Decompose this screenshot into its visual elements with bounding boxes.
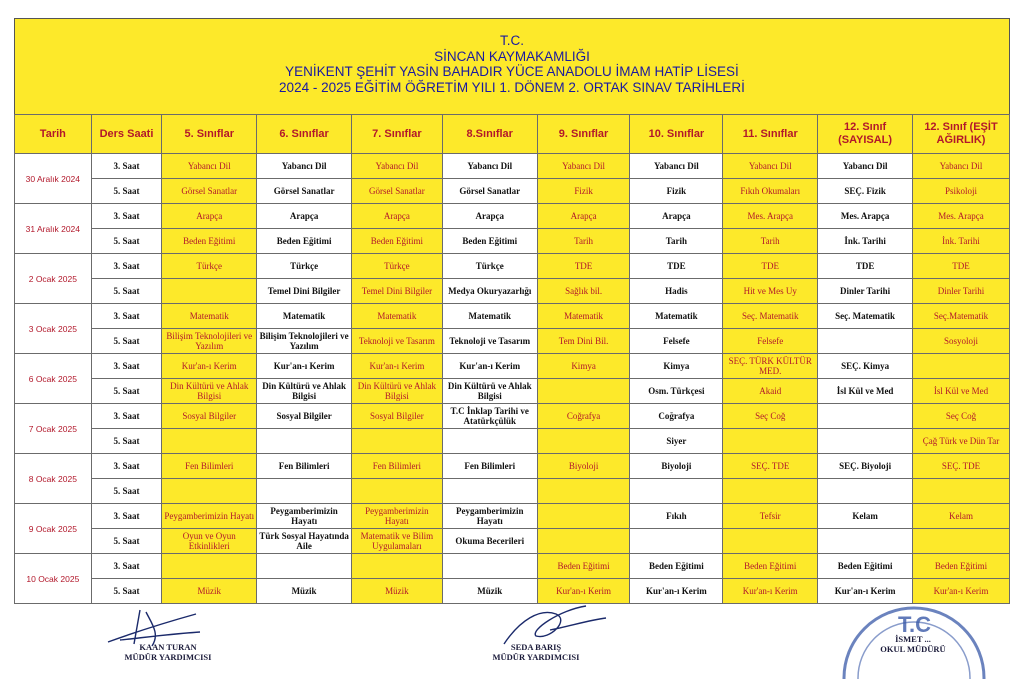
exam-subject-cell: Yabancı Dil (352, 154, 443, 179)
signature-block-2 (476, 642, 596, 662)
signature-title-1: MÜDÜR YARDIMCISI (124, 652, 212, 662)
exam-subject-cell: Beden Eğitimi (352, 229, 443, 254)
table-row (15, 329, 1010, 354)
exam-subject-cell: SEÇ. Biyoloji (818, 454, 913, 479)
exam-subject-cell: Tem Dini Bil. (537, 329, 630, 354)
exam-subject-cell: Osm. Türkçesi (630, 379, 723, 404)
exam-subject-cell (913, 529, 1010, 554)
exam-subject-cell: Psikoloji (913, 179, 1010, 204)
exam-subject-cell: Medya Okuryazarlığı (442, 279, 537, 304)
exam-subject-cell: İnk. Tarihi (913, 229, 1010, 254)
signature-name-3: İSMET ... (895, 634, 931, 644)
exam-subject-cell (913, 354, 1010, 379)
exam-subject-cell (723, 429, 818, 454)
exam-subject-cell: Müzik (442, 579, 537, 604)
exam-subject-cell: Kur'an-ı Kerim (442, 354, 537, 379)
column-header: 12. Sınıf (EŞİT AĞIRLIK) (913, 115, 1010, 154)
exam-subject-cell: Arapça (257, 204, 352, 229)
exam-subject-cell: Beden Eğitimi (723, 554, 818, 579)
exam-subject-cell: Coğrafya (537, 404, 630, 429)
exam-subject-cell: Türkçe (442, 254, 537, 279)
exam-subject-cell: Yabancı Dil (818, 154, 913, 179)
lesson-hour: 5. Saat (91, 379, 162, 404)
exam-subject-cell: T.C İnklap Tarihi ve Atatürkçülük (442, 404, 537, 429)
exam-subject-cell: Siyer (630, 429, 723, 454)
exam-subject-cell: Fizik (630, 179, 723, 204)
exam-subject-cell: Coğrafya (630, 404, 723, 429)
header-line-district: SİNCAN KAYMAKAMLIĞI (434, 48, 590, 64)
exam-subject-cell: Din Kültürü ve Ahlak Bilgisi (257, 379, 352, 404)
exam-subject-cell (352, 554, 443, 579)
exam-subject-cell (162, 554, 257, 579)
table-row (15, 154, 1010, 179)
exam-subject-cell (442, 479, 537, 504)
table-row (15, 454, 1010, 479)
lesson-hour: 3. Saat (91, 354, 162, 379)
exam-subject-cell: Yabancı Dil (162, 154, 257, 179)
exam-subject-cell: İnk. Tarihi (818, 229, 913, 254)
table-row (15, 504, 1010, 529)
exam-subject-cell: Yabancı Dil (257, 154, 352, 179)
signature-block-1 (108, 642, 228, 662)
exam-subject-cell: Oyun ve Oyun Etkinlikleri (162, 529, 257, 554)
header-line-tc: T.C. (499, 33, 524, 48)
exam-subject-cell: Müzik (162, 579, 257, 604)
exam-subject-cell: Sosyoloji (913, 329, 1010, 354)
exam-subject-cell: Mes. Arapça (913, 204, 1010, 229)
exam-subject-cell (257, 429, 352, 454)
exam-schedule-sheet (14, 18, 1010, 604)
exam-subject-cell: Kelam (818, 504, 913, 529)
exam-subject-cell: Müzik (352, 579, 443, 604)
header-line-school: YENİKENT ŞEHİT YASİN BAHADIR YÜCE ANADOLU İMAM HATİP LİSESİ (285, 64, 739, 79)
exam-subject-cell: Din Kültürü ve Ahlak Bilgisi (162, 379, 257, 404)
exam-subject-cell: TDE (630, 254, 723, 279)
exam-subject-cell: Beden Eğitimi (630, 554, 723, 579)
exam-subject-cell (723, 479, 818, 504)
exam-date: 6 Ocak 2025 (15, 354, 92, 404)
exam-subject-cell: Yabancı Dil (442, 154, 537, 179)
table-row (15, 554, 1010, 579)
lesson-hour: 3. Saat (91, 154, 162, 179)
exam-subject-cell: TDE (537, 254, 630, 279)
exam-subject-cell: Matematik (162, 304, 257, 329)
column-header: 8.Sınıflar (442, 115, 537, 154)
exam-subject-cell: Fen Bilimleri (257, 454, 352, 479)
exam-subject-cell: Kur'an-ı Kerim (352, 354, 443, 379)
column-header: 5. Sınıflar (162, 115, 257, 154)
exam-subject-cell: Görsel Sanatlar (162, 179, 257, 204)
lesson-hour: 3. Saat (91, 554, 162, 579)
lesson-hour: 3. Saat (91, 504, 162, 529)
exam-subject-cell: SEÇ. Kimya (818, 354, 913, 379)
exam-subject-cell: Matematik (442, 304, 537, 329)
exam-subject-cell: Yabancı Dil (723, 154, 818, 179)
exam-subject-cell: TDE (913, 254, 1010, 279)
exam-subject-cell: Teknoloji ve Tasarım (352, 329, 443, 354)
exam-subject-cell: Kur'an-ı Kerim (723, 579, 818, 604)
table-row (15, 429, 1010, 454)
exam-subject-cell: Görsel Sanatlar (352, 179, 443, 204)
exam-subject-cell: Temel Dini Bilgiler (352, 279, 443, 304)
exam-subject-cell: Beden Eğitimi (537, 554, 630, 579)
exam-subject-cell (442, 429, 537, 454)
exam-subject-cell: Peygamberimizin Hayatı (442, 504, 537, 529)
lesson-hour: 5. Saat (91, 229, 162, 254)
exam-subject-cell: Sosyal Bilgiler (257, 404, 352, 429)
exam-subject-cell: Çağ Türk ve Dün Tar (913, 429, 1010, 454)
exam-subject-cell: Kur'an-ı Kerim (162, 354, 257, 379)
exam-subject-cell (818, 329, 913, 354)
exam-subject-cell (162, 479, 257, 504)
exam-subject-cell: Tarih (630, 229, 723, 254)
column-header: 9. Sınıflar (537, 115, 630, 154)
exam-subject-cell: Matematik (352, 304, 443, 329)
exam-subject-cell: Peygamberimizin Hayatı (162, 504, 257, 529)
exam-subject-cell: Felsefe (630, 329, 723, 354)
column-header: Ders Saati (91, 115, 162, 154)
signature-title-2: MÜDÜR YARDIMCISI (492, 652, 580, 662)
exam-subject-cell: Fıkıh (630, 504, 723, 529)
table-row (15, 229, 1010, 254)
lesson-hour: 5. Saat (91, 279, 162, 304)
exam-subject-cell (442, 554, 537, 579)
svg-text:T.C: T.C (898, 612, 931, 637)
table-row (15, 529, 1010, 554)
exam-date: 10 Ocak 2025 (15, 554, 92, 604)
exam-subject-cell: Kur'an-ı Kerim (257, 354, 352, 379)
exam-subject-cell (723, 529, 818, 554)
exam-subject-cell (818, 479, 913, 504)
exam-subject-cell: Din Kültürü ve Ahlak Bilgisi (442, 379, 537, 404)
table-row (15, 404, 1010, 429)
signature-name-2: SEDA BARIŞ (510, 642, 562, 652)
exam-subject-cell: Arapça (630, 204, 723, 229)
exam-subject-cell: Görsel Sanatlar (257, 179, 352, 204)
lesson-hour: 3. Saat (91, 304, 162, 329)
exam-subject-cell: Biyoloji (630, 454, 723, 479)
exam-subject-cell: Kelam (913, 504, 1010, 529)
lesson-hour: 5. Saat (91, 429, 162, 454)
exam-subject-cell (537, 429, 630, 454)
exam-subject-cell: Kur'an-ı Kerim (630, 579, 723, 604)
exam-subject-cell (257, 554, 352, 579)
schedule-table (14, 114, 1010, 604)
exam-subject-cell: Mes. Arapça (723, 204, 818, 229)
lesson-hour: 5. Saat (91, 579, 162, 604)
exam-subject-cell: İsl Kül ve Med (913, 379, 1010, 404)
exam-subject-cell: SEÇ. Fizik (818, 179, 913, 204)
exam-date: 8 Ocak 2025 (15, 454, 92, 504)
exam-subject-cell: Beden Eğitimi (162, 229, 257, 254)
exam-subject-cell: Seç. Matematik (723, 304, 818, 329)
exam-subject-cell (818, 529, 913, 554)
exam-subject-cell: Sosyal Bilgiler (162, 404, 257, 429)
table-row (15, 479, 1010, 504)
exam-date: 31 Aralık 2024 (15, 204, 92, 254)
exam-subject-cell: Peygamberimizin Hayatı (257, 504, 352, 529)
exam-subject-cell (537, 479, 630, 504)
lesson-hour: 3. Saat (91, 254, 162, 279)
exam-subject-cell: Hit ve Mes Uy (723, 279, 818, 304)
lesson-hour: 5. Saat (91, 179, 162, 204)
exam-subject-cell: Beden Eğitimi (913, 554, 1010, 579)
exam-subject-cell: Görsel Sanatlar (442, 179, 537, 204)
lesson-hour: 3. Saat (91, 454, 162, 479)
table-row (15, 179, 1010, 204)
exam-subject-cell: Fen Bilimleri (352, 454, 443, 479)
exam-subject-cell: Tefsir (723, 504, 818, 529)
exam-subject-cell: Kimya (537, 354, 630, 379)
exam-subject-cell: Arapça (352, 204, 443, 229)
exam-subject-cell: İsl Kül ve Med (818, 379, 913, 404)
table-header-row (15, 115, 1010, 154)
exam-subject-cell (818, 429, 913, 454)
exam-subject-cell (630, 479, 723, 504)
exam-subject-cell: Kur'an-ı Kerim (818, 579, 913, 604)
lesson-hour: 5. Saat (91, 479, 162, 504)
lesson-hour: 3. Saat (91, 404, 162, 429)
exam-date: 2 Ocak 2025 (15, 254, 92, 304)
exam-subject-cell: Biyoloji (537, 454, 630, 479)
exam-subject-cell: Teknoloji ve Tasarım (442, 329, 537, 354)
exam-subject-cell: Matematik (537, 304, 630, 329)
table-row (15, 379, 1010, 404)
exam-subject-cell: Felsefe (723, 329, 818, 354)
exam-subject-cell: Türk Sosyal Hayatında Aile (257, 529, 352, 554)
exam-subject-cell: Tarih (537, 229, 630, 254)
exam-subject-cell: Türkçe (352, 254, 443, 279)
signature-name-1: KAAN TURAN (139, 642, 197, 652)
signature-title-3: OKUL MÜDÜRÜ (880, 644, 946, 654)
column-header: 6. Sınıflar (257, 115, 352, 154)
exam-subject-cell: Arapça (537, 204, 630, 229)
exam-subject-cell: Beden Eğitimi (442, 229, 537, 254)
exam-subject-cell: Seç.Matematik (913, 304, 1010, 329)
exam-subject-cell: TDE (818, 254, 913, 279)
exam-subject-cell: Matematik ve Bilim Uygulamaları (352, 529, 443, 554)
column-header: 11. Sınıflar (723, 115, 818, 154)
column-header: 12. Sınıf (SAYISAL) (818, 115, 913, 154)
exam-subject-cell (162, 429, 257, 454)
exam-subject-cell: Türkçe (162, 254, 257, 279)
exam-subject-cell: Tarih (723, 229, 818, 254)
exam-subject-cell (913, 479, 1010, 504)
exam-subject-cell: Arapça (442, 204, 537, 229)
lesson-hour: 5. Saat (91, 329, 162, 354)
exam-subject-cell: Yabancı Dil (630, 154, 723, 179)
exam-subject-cell: Arapça (162, 204, 257, 229)
exam-date: 30 Aralık 2024 (15, 154, 92, 204)
exam-subject-cell (162, 279, 257, 304)
column-header: Tarih (15, 115, 92, 154)
exam-subject-cell: Beden Eğitimi (257, 229, 352, 254)
exam-subject-cell: Sağlık bil. (537, 279, 630, 304)
exam-subject-cell: Matematik (257, 304, 352, 329)
column-header: 7. Sınıflar (352, 115, 443, 154)
exam-subject-cell: Seç Coğ (913, 404, 1010, 429)
exam-subject-cell: Kur'an-ı Kerim (913, 579, 1010, 604)
table-row (15, 304, 1010, 329)
exam-subject-cell (352, 429, 443, 454)
exam-subject-cell (537, 529, 630, 554)
exam-subject-cell: Kur'an-ı Kerim (537, 579, 630, 604)
exam-subject-cell: Hadis (630, 279, 723, 304)
exam-subject-cell: Mes. Arapça (818, 204, 913, 229)
lesson-hour: 5. Saat (91, 529, 162, 554)
table-row (15, 254, 1010, 279)
exam-subject-cell: Türkçe (257, 254, 352, 279)
exam-subject-cell: Dinler Tarihi (913, 279, 1010, 304)
exam-subject-cell: Beden Eğitimi (818, 554, 913, 579)
exam-subject-cell (257, 479, 352, 504)
exam-date: 9 Ocak 2025 (15, 504, 92, 554)
exam-subject-cell: Bilişim Teknolojileri ve Yazılım (257, 329, 352, 354)
exam-subject-cell: Bilişim Teknolojileri ve Yazılım (162, 329, 257, 354)
exam-subject-cell: Peygamberimizin Hayatı (352, 504, 443, 529)
exam-subject-cell: Din Kültürü ve Ahlak Bilgisi (352, 379, 443, 404)
exam-subject-cell: Müzik (257, 579, 352, 604)
exam-subject-cell: Matematik (630, 304, 723, 329)
lesson-hour: 3. Saat (91, 204, 162, 229)
table-row (15, 354, 1010, 379)
exam-subject-cell: Temel Dini Bilgiler (257, 279, 352, 304)
exam-subject-cell: Yabancı Dil (537, 154, 630, 179)
exam-subject-cell: Sosyal Bilgiler (352, 404, 443, 429)
exam-subject-cell (537, 379, 630, 404)
exam-subject-cell: TDE (723, 254, 818, 279)
exam-subject-cell: Seç. Matematik (818, 304, 913, 329)
exam-subject-cell: SEÇ. TDE (913, 454, 1010, 479)
exam-subject-cell: Fizik (537, 179, 630, 204)
signature-block-3 (868, 634, 958, 654)
exam-subject-cell: Kimya (630, 354, 723, 379)
exam-subject-cell: Dinler Tarihi (818, 279, 913, 304)
table-row (15, 204, 1010, 229)
exam-subject-cell (537, 504, 630, 529)
exam-subject-cell: Akaid (723, 379, 818, 404)
exam-subject-cell: Seç Coğ (723, 404, 818, 429)
exam-subject-cell: Fıkıh Okumaları (723, 179, 818, 204)
exam-subject-cell: Fen Bilimleri (442, 454, 537, 479)
exam-subject-cell: Okuma Becerileri (442, 529, 537, 554)
table-row (15, 279, 1010, 304)
exam-subject-cell: Fen Bilimleri (162, 454, 257, 479)
exam-subject-cell (630, 529, 723, 554)
exam-date: 3 Ocak 2025 (15, 304, 92, 354)
exam-date: 7 Ocak 2025 (15, 404, 92, 454)
header-line-title: 2024 - 2025 EĞİTİM ÖĞRETİM YILI 1. DÖNEM 2. ORTAK SINAV TARİHLERİ (279, 79, 745, 95)
exam-subject-cell (818, 404, 913, 429)
exam-subject-cell (352, 479, 443, 504)
exam-subject-cell: SEÇ. TÜRK KÜLTÜR MED. (723, 354, 818, 379)
document-header (14, 18, 1010, 114)
column-header: 10. Sınıflar (630, 115, 723, 154)
exam-subject-cell: SEÇ. TDE (723, 454, 818, 479)
exam-subject-cell: Yabancı Dil (913, 154, 1010, 179)
